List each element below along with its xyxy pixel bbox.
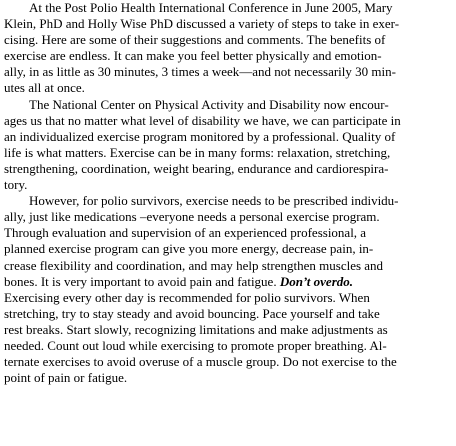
emphasis-dont-overdo: Don’t overdo.	[279, 273, 354, 289]
line: At the Post Polio Health International Conference in June 2005, Mary	[29, 0, 393, 15]
line: cising. Here are some of their suggestions and comments. The benefits of	[4, 32, 386, 48]
line: crease flexibility and coordination, and may help strengthen muscles and	[4, 257, 384, 273]
line: Klein, PhD and Holly Wise PhD discussed a variety of steps to take in exer-	[4, 16, 400, 32]
line: an individualized exercise program monitored by a professional. Quality of	[4, 128, 396, 144]
line: Through evaluation and supervision of an experienced professional, a	[4, 225, 367, 241]
line: utes all at once.	[4, 80, 85, 96]
line: needed. Count out loud while exercising to promote proper breathing. Al-	[4, 337, 387, 353]
paragraph-polio-survivors	[4, 193, 452, 290]
line: stretching, try to stay steady and avoid bouncing. Pace yourself and take	[4, 305, 380, 321]
line: exercise are endless. It can make you feel better physically and emotion-	[4, 48, 382, 64]
line: The National Center on Physical Activity and Disability now encour-	[29, 96, 389, 112]
line: point of pain or fatigue.	[4, 370, 128, 386]
line: ages us that no matter what level of disability we have, we can participate in	[4, 112, 401, 128]
line: ally, just like medications –everyone needs a personal exercise program.	[4, 209, 380, 225]
line: strengthening, coordination, weight bearing, endurance and cardiorespira-	[4, 160, 389, 176]
line: bones. It is very important to avoid pain and fatigue.	[4, 273, 280, 289]
line: rest breaks. Start slowly, recognizing limitations and make adjustments as	[4, 321, 388, 337]
paragraph-conference	[4, 0, 452, 97]
line: Exercising every other day is recommended for polio survivors. When	[4, 289, 370, 305]
paragraph-national-center	[4, 97, 452, 194]
line: tory.	[4, 177, 28, 193]
line: ternate exercises to avoid overuse of a muscle group. Do not exercise to the	[4, 354, 397, 370]
line: ally, in as little as 30 minutes, 3 times a week—and not necessarily 30 min-	[4, 64, 396, 80]
line: planned exercise program can give you more energy, decrease pain, in-	[4, 241, 374, 257]
paragraph-exercise-tips	[4, 290, 452, 387]
line: life is what matters. Exercise can be in many forms: relaxation, stretching,	[4, 144, 391, 160]
line: However, for polio survivors, exercise needs to be prescribed individu-	[29, 193, 399, 209]
